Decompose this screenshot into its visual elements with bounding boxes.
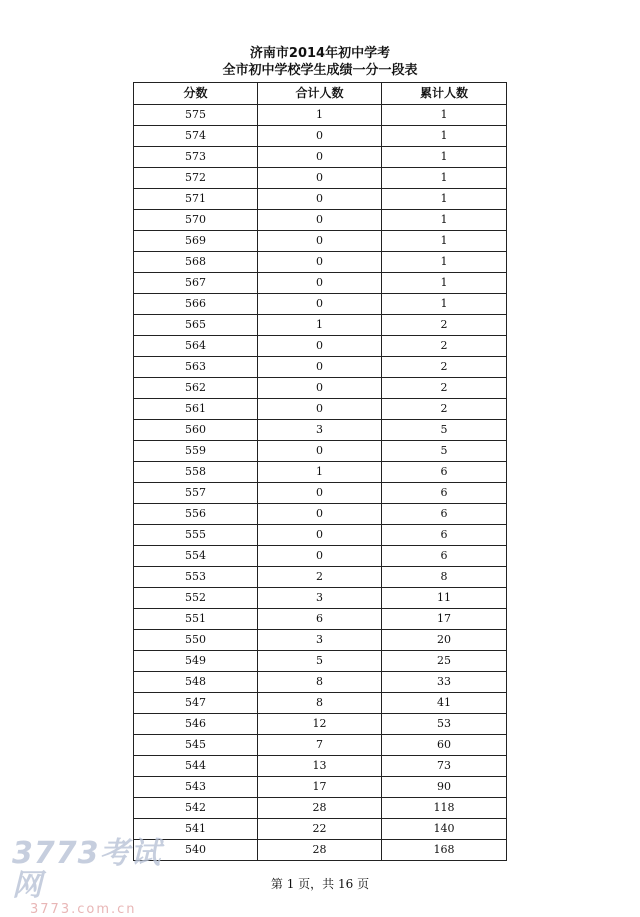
table-row (134, 756, 507, 777)
table-row (134, 273, 507, 294)
table-row (134, 168, 507, 189)
cell-count: 0 (258, 483, 382, 504)
cell-cumulative: 1 (382, 105, 507, 126)
cell-count: 0 (258, 378, 382, 399)
cell-score: 540 (134, 840, 258, 861)
table-row (134, 483, 507, 504)
cell-score: 546 (134, 714, 258, 735)
table-row (134, 588, 507, 609)
cell-score: 547 (134, 693, 258, 714)
cell-score: 561 (134, 399, 258, 420)
cell-count: 0 (258, 294, 382, 315)
cell-count: 0 (258, 336, 382, 357)
cell-cumulative: 2 (382, 378, 507, 399)
table-row (134, 525, 507, 546)
cell-cumulative: 1 (382, 168, 507, 189)
cell-cumulative: 140 (382, 819, 507, 840)
column-header-cumulative: 累计人数 (382, 83, 507, 105)
cell-count: 7 (258, 735, 382, 756)
cell-cumulative: 53 (382, 714, 507, 735)
cell-score: 541 (134, 819, 258, 840)
cell-count: 0 (258, 357, 382, 378)
cell-cumulative: 1 (382, 273, 507, 294)
cell-score: 552 (134, 588, 258, 609)
table-row (134, 378, 507, 399)
cell-cumulative: 25 (382, 651, 507, 672)
cell-score: 571 (134, 189, 258, 210)
cell-cumulative: 1 (382, 126, 507, 147)
cell-cumulative: 1 (382, 147, 507, 168)
score-table (133, 82, 507, 861)
cell-score: 548 (134, 672, 258, 693)
cell-score: 568 (134, 252, 258, 273)
table-row (134, 609, 507, 630)
cell-count: 1 (258, 105, 382, 126)
table-row (134, 315, 507, 336)
table-row (134, 189, 507, 210)
cell-score: 572 (134, 168, 258, 189)
document-title: 济南市2014年初中学考 (249, 46, 391, 61)
cell-score: 554 (134, 546, 258, 567)
cell-score: 550 (134, 630, 258, 651)
cell-score: 575 (134, 105, 258, 126)
column-header-count: 合计人数 (258, 83, 382, 105)
cell-count: 0 (258, 399, 382, 420)
cell-cumulative: 17 (382, 609, 507, 630)
table-row (134, 231, 507, 252)
cell-score: 566 (134, 294, 258, 315)
table-row (134, 441, 507, 462)
cell-score: 560 (134, 420, 258, 441)
cell-count: 0 (258, 189, 382, 210)
cell-score: 564 (134, 336, 258, 357)
cell-cumulative: 11 (382, 588, 507, 609)
cell-count: 28 (258, 840, 382, 861)
table-row (134, 147, 507, 168)
cell-cumulative: 1 (382, 294, 507, 315)
cell-count: 2 (258, 567, 382, 588)
watermark-logo-text: 3773考试网 (12, 836, 162, 903)
cell-cumulative: 2 (382, 315, 507, 336)
table-row (134, 735, 507, 756)
cell-cumulative: 8 (382, 567, 507, 588)
cell-cumulative: 2 (382, 336, 507, 357)
cell-cumulative: 5 (382, 420, 507, 441)
table-row (134, 777, 507, 798)
cell-count: 0 (258, 252, 382, 273)
cell-cumulative: 20 (382, 630, 507, 651)
cell-score: 558 (134, 462, 258, 483)
table-row (134, 126, 507, 147)
cell-cumulative: 41 (382, 693, 507, 714)
cell-score: 573 (134, 147, 258, 168)
cell-cumulative: 1 (382, 231, 507, 252)
cell-count: 0 (258, 168, 382, 189)
cell-score: 563 (134, 357, 258, 378)
cell-score: 570 (134, 210, 258, 231)
cell-score: 551 (134, 609, 258, 630)
cell-count: 22 (258, 819, 382, 840)
cell-cumulative: 33 (382, 672, 507, 693)
cell-count: 0 (258, 126, 382, 147)
cell-cumulative: 73 (382, 756, 507, 777)
table-row (134, 336, 507, 357)
table-row (134, 462, 507, 483)
cell-count: 8 (258, 693, 382, 714)
cell-count: 5 (258, 651, 382, 672)
cell-cumulative: 2 (382, 399, 507, 420)
cell-count: 13 (258, 756, 382, 777)
table-row (134, 420, 507, 441)
cell-score: 542 (134, 798, 258, 819)
cell-score: 544 (134, 756, 258, 777)
cell-cumulative: 60 (382, 735, 507, 756)
cell-score: 549 (134, 651, 258, 672)
cell-score: 565 (134, 315, 258, 336)
cell-cumulative: 1 (382, 252, 507, 273)
table-row (134, 504, 507, 525)
cell-count: 0 (258, 441, 382, 462)
cell-score: 556 (134, 504, 258, 525)
table-row (134, 798, 507, 819)
cell-count: 3 (258, 420, 382, 441)
cell-cumulative: 90 (382, 777, 507, 798)
page-footer: 第 1 页，共 16 页 (270, 877, 370, 891)
table-row (134, 567, 507, 588)
table-row (134, 819, 507, 840)
cell-count: 0 (258, 273, 382, 294)
document-subtitle: 全市初中学校学生成绩一分一段表 (222, 63, 418, 78)
cell-score: 567 (134, 273, 258, 294)
cell-count: 3 (258, 630, 382, 651)
cell-count: 0 (258, 525, 382, 546)
cell-score: 543 (134, 777, 258, 798)
cell-score: 557 (134, 483, 258, 504)
table-row (134, 399, 507, 420)
cell-cumulative: 2 (382, 357, 507, 378)
table-row (134, 714, 507, 735)
cell-cumulative: 6 (382, 525, 507, 546)
column-header-score: 分数 (134, 83, 258, 105)
watermark-logo (12, 838, 172, 917)
cell-count: 0 (258, 546, 382, 567)
cell-count: 17 (258, 777, 382, 798)
cell-cumulative: 6 (382, 462, 507, 483)
table-row (134, 105, 507, 126)
cell-cumulative: 118 (382, 798, 507, 819)
cell-count: 3 (258, 588, 382, 609)
table-row (134, 546, 507, 567)
cell-cumulative: 6 (382, 504, 507, 525)
cell-count: 1 (258, 315, 382, 336)
table-row (134, 651, 507, 672)
cell-cumulative: 1 (382, 210, 507, 231)
cell-score: 555 (134, 525, 258, 546)
cell-cumulative: 6 (382, 483, 507, 504)
watermark-url: 3773.com.cn (30, 902, 137, 917)
cell-score: 569 (134, 231, 258, 252)
cell-score: 553 (134, 567, 258, 588)
cell-score: 545 (134, 735, 258, 756)
cell-count: 1 (258, 462, 382, 483)
cell-score: 574 (134, 126, 258, 147)
table-header-row (134, 83, 507, 105)
cell-count: 0 (258, 210, 382, 231)
table-row (134, 840, 507, 861)
cell-score: 562 (134, 378, 258, 399)
cell-count: 0 (258, 504, 382, 525)
cell-count: 8 (258, 672, 382, 693)
cell-cumulative: 5 (382, 441, 507, 462)
cell-count: 6 (258, 609, 382, 630)
cell-count: 28 (258, 798, 382, 819)
cell-count: 0 (258, 147, 382, 168)
cell-count: 12 (258, 714, 382, 735)
cell-cumulative: 1 (382, 189, 507, 210)
table-row (134, 252, 507, 273)
cell-score: 559 (134, 441, 258, 462)
cell-count: 0 (258, 231, 382, 252)
table-row (134, 357, 507, 378)
table-row (134, 693, 507, 714)
table-row (134, 672, 507, 693)
table-row (134, 630, 507, 651)
table-row (134, 294, 507, 315)
cell-cumulative: 168 (382, 840, 507, 861)
cell-cumulative: 6 (382, 546, 507, 567)
table-row (134, 210, 507, 231)
